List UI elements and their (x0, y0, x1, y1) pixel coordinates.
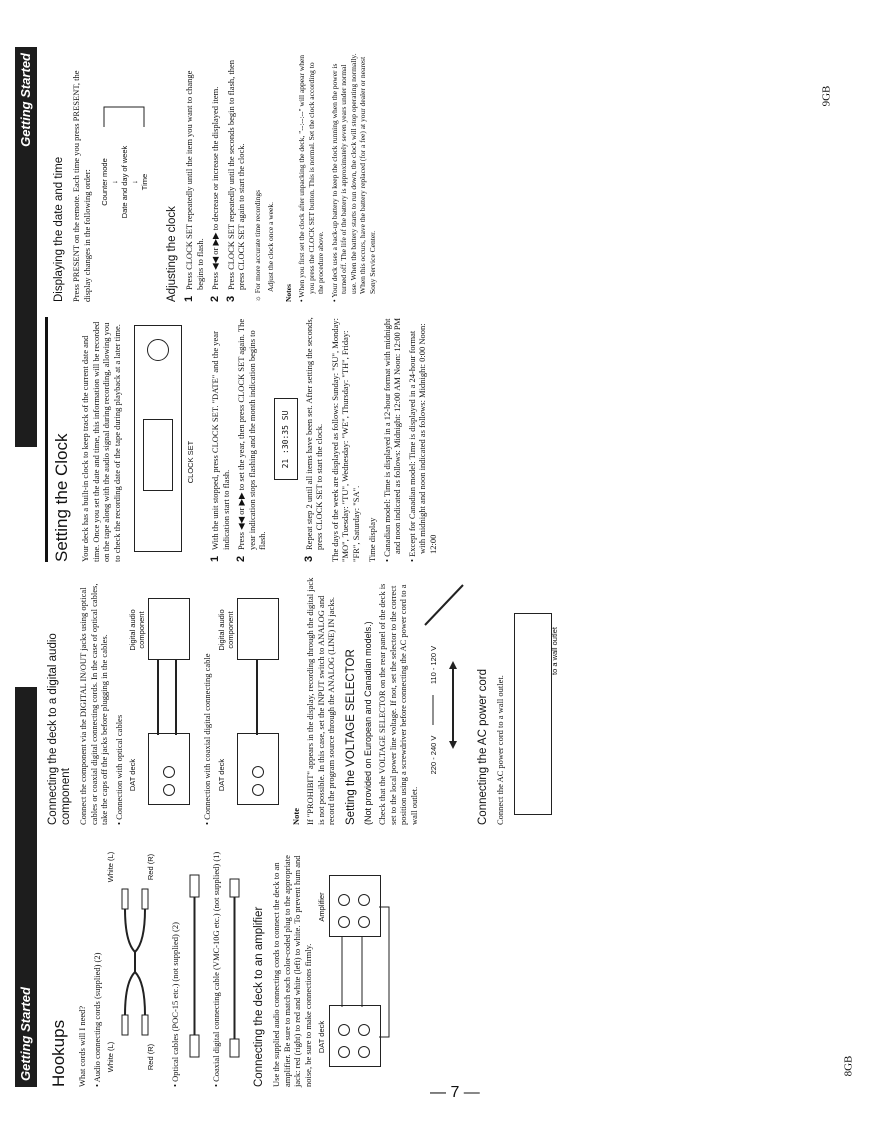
voltage-figure (423, 575, 469, 825)
order-loop-line (96, 52, 158, 302)
rotated-manual-spread (15, 47, 705, 1087)
red-r-label: Red (R) (146, 1043, 155, 1071)
coaxial-dat-label: DAT deck (216, 758, 226, 792)
note-1: • When you first set the clock after unpacking the deck, "--:--:--" will appear when you press the CLOCK SET button. This is normal. Set the clock according to the procedure above. (297, 54, 325, 302)
amp-cables (317, 837, 397, 1087)
clock-step-2: 2 Press ◀◀ or ▶▶ to set the year, then press CLOCK SET again. The year indication stops flashing and the month indication begins to flash. (235, 318, 267, 562)
ac-outlet-label: to a wall outlet (549, 627, 559, 675)
time-display-title: Time display (367, 517, 377, 562)
hookups-item-2: • Optical cables (POC-15 etc.) (not supplied) (2) (170, 922, 180, 1087)
optical-cables (128, 575, 198, 825)
amplifier-body: Use the supplied audio connecting cords to connect the deck to an amplifier. Be sure to match each color-coded plug to the appropriate jack: red (right) to red and white (left) to white. To prevent hum and noise, be sure to make connections firmly. (271, 855, 313, 1087)
voltage-body: Check that the VOLTAGE SELECTOR on the rear panel of the deck is set to the local power line voltage. If not, set the selector to the correct position using a screwdriver before connecting the AC power cord to a wall outlet. (377, 583, 419, 825)
clock-title: Setting the Clock (52, 433, 71, 562)
tip-title: ☼ For more accurate time recordings (252, 189, 262, 302)
deck-front-panel (134, 325, 182, 552)
ac-body: Connect the AC power cord to a wall outlet. (495, 675, 505, 825)
coaxial-cable-drawing (225, 847, 245, 1087)
white-l-label: White (L) (106, 1041, 115, 1073)
coaxial-cables (217, 575, 287, 825)
page-number: — 7 — (430, 1084, 480, 1101)
ac-figure (510, 575, 560, 825)
hookups-item-3: • Coaxial digital connecting cable (VMC-10G etc.) (not supplied) (1) (210, 851, 221, 1087)
coaxial-figure (217, 575, 287, 825)
coaxial-caption: • Connection with coaxial digital connecting cable (202, 653, 212, 825)
voltage-selector-drawing (423, 575, 469, 825)
display-body: Press PRESENT on the remote. Each time you press PRESENT, the display changes in the following order: (71, 70, 92, 302)
tip-body: Adjust the clock once a week. (266, 202, 275, 292)
hookups-title: Hookups (49, 1019, 68, 1087)
display-order-figure (96, 52, 158, 302)
order-item-3: Time (140, 173, 149, 191)
adjust-title: Adjusting the clock (166, 206, 178, 302)
display-title: Displaying the date and time (53, 156, 65, 302)
except-text: • Except for Canadian model: Time is displayed in a 24-hour format with midnight and noon indicated as follows: Midnight: 0:00 Noon: 12:00 (406, 323, 438, 562)
order-item-1: Counter mode (100, 158, 109, 206)
voltage-right-label: 110 - 120 V (429, 645, 438, 685)
column-clock (45, 317, 442, 562)
note-2: • Your deck uses a back-up battery to keep the clock running when the power is turned off. The life of the battery is approximately seven years under normal use. When the battery starts to run down, the clock will stop operating normally. When this occurs, have the battery replaced (for a fee) at your dealer or nearest Sony Service Center. (329, 53, 377, 302)
adjust-step-2: 2 Press ◀◀ or ▶▶ to decrease or increase the displayed item. (209, 86, 221, 302)
audio-cord-drawing (112, 887, 162, 1037)
amplifier-title: Connecting the deck to an amplifier (253, 906, 265, 1087)
note-title: Note (290, 808, 301, 825)
amp-amplifier-label: Amplifier (317, 892, 326, 922)
adjust-step-3: 3 Press CLOCK SET repeatedly until the seconds begin to flash, then press CLOCK SET again to start the clock. (224, 59, 246, 302)
digital-body: Connect the component via the DIGITAL IN/OUT jacks using optical cables or coaxial digital connecting cords. In the case of optical cables, take the caps off the jacks before plugging in the cables. (78, 583, 109, 825)
hookups-question: What cords will I need? (77, 1005, 87, 1087)
hookups-item-1: • Audio connecting cords (supplied) (2) (91, 952, 102, 1087)
ac-deck-rear (514, 613, 552, 815)
white-l-label-right: White (L) (106, 851, 115, 883)
note-body: If "PROHIBIT" appears in the display, recording through the digital jack is not possible. In this case, set the INPUT switch to ANALOG and record the program source through the ANALOG (LINE) IN jacks. (305, 577, 336, 825)
red-r-label-right: Red (R) (146, 853, 155, 881)
tip-icon: ☼ (252, 293, 262, 302)
clock-deck-figure (126, 317, 206, 562)
optical-cable-drawing (185, 847, 205, 1087)
order-item-2: Date and day of week (120, 145, 129, 219)
adjust-step-1: 1 Press CLOCK SET repeatedly until the item you want to change begins to flash. (183, 70, 205, 302)
corner-page-right: 9GB (820, 85, 833, 107)
clock-intro: Your deck has a built-in clock to keep track of the current date and time. Once you set the date and time, this information will be recorded on the tape along with the audio signal during recording, allowing you to check the recording date of the tape during playback at a later time. (80, 321, 122, 562)
digital-title: Connecting the deck to a digital audio component (47, 633, 72, 825)
order-arrow-2: ↓ (130, 180, 139, 184)
amplifier-figure (317, 837, 397, 1087)
notes-title: Notes (283, 284, 293, 302)
audio-cord-figure (106, 837, 166, 1087)
clock-set-label: CLOCK SET (186, 440, 195, 484)
canadian-text: • Canadian model: Time is displayed in a 12-hour format with midnight and noon indicated as follows: Midnight: 12:00 AM Noon: 12:00 PM (381, 317, 402, 562)
column-display (45, 52, 381, 302)
clock-lcd: 21 :30:35 SU (274, 399, 298, 481)
amp-dat-label: DAT deck (317, 1020, 326, 1054)
header-band-left: Getting Started (15, 687, 37, 1087)
voltage-title: Setting the VOLTAGE SELECTOR (344, 649, 357, 825)
coaxial-comp-label: Digital audio component (216, 609, 235, 651)
voltage-subtitle: (Not provided on European and Canadian models.) (362, 621, 373, 825)
header-band-right: Getting Started (15, 47, 37, 447)
optical-comp-label: Digital audio component (128, 609, 146, 651)
order-arrow-1: ↓ (110, 180, 119, 184)
column-hookups (45, 837, 401, 1087)
optical-figure (128, 575, 198, 825)
voltage-left-label: 220 - 240 V (429, 735, 438, 775)
optical-dat-label: DAT deck (128, 758, 137, 792)
clock-step-1: 1 With the unit stopped, press CLOCK SET. "DATE" and the year indication start to flash. (209, 331, 231, 562)
optical-caption: • Connection with optical cables (113, 714, 124, 825)
days-text: The days of the week are displayed as follows: Sunday: "SU", Monday: "MO", Tuesday: "TU", Wednesday: "WE", Thursday: "TH", Friday: "FR", Saturday: "SA". (329, 318, 361, 562)
clock-step-3: 3 Repeat step 2 until all items have been set. After setting the seconds, press CLOCK SET to start the clock. (302, 317, 324, 562)
ac-title: Connecting the AC power cord (477, 669, 489, 825)
corner-page-left: 8GB (842, 1055, 855, 1077)
column-digital (45, 575, 564, 825)
